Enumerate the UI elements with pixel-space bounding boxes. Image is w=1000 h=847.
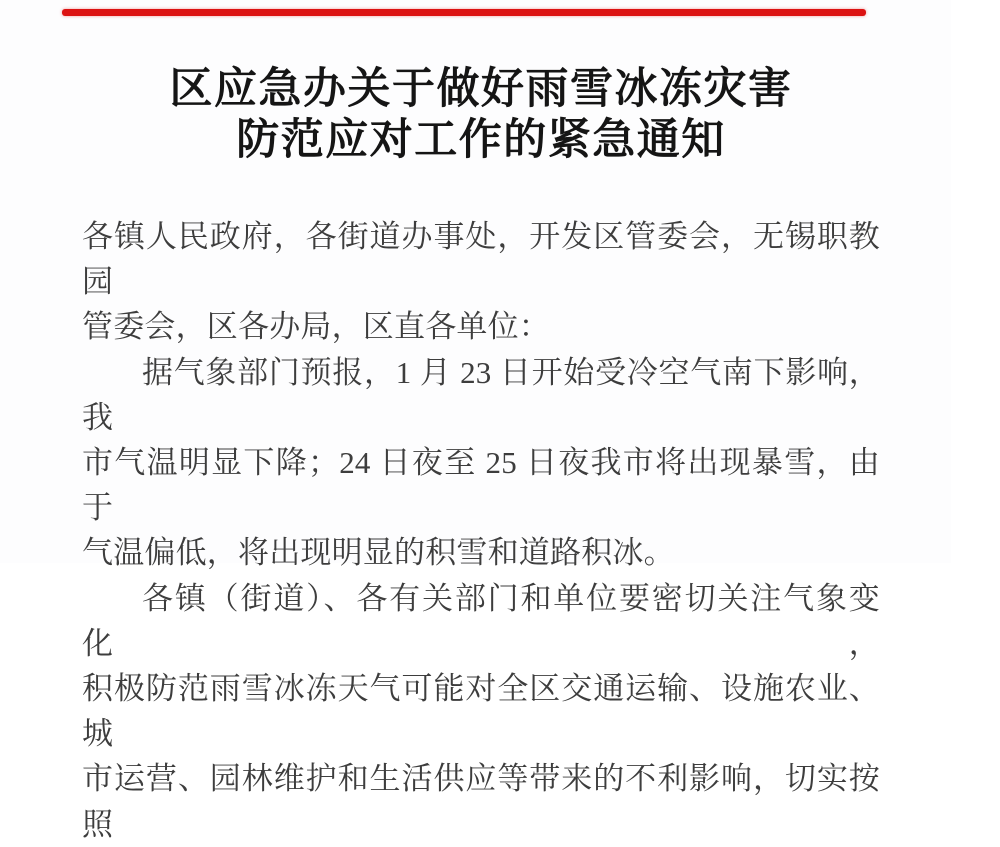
body-line: 各镇（街道）、各有关部门和单位要密切关注气象变化，: [82, 580, 880, 661]
body-line: 市气温明显下降；24 日夜至 25 日夜我市将出现暴雪，由于: [82, 445, 880, 526]
body-line: 各镇人民政府，各街道办事处，开发区管委会，无锡职教园: [82, 219, 880, 300]
body-line: 积极防范雨雪冰冻天气可能对全区交通运输、设施农业、城: [82, 671, 880, 752]
body-line: 据气象部门预报，1 月 23 日开始受冷空气南下影响，我: [82, 354, 880, 435]
body-line: 气温偏低，将出现明显的积雪和道路积冰。: [82, 535, 675, 571]
red-divider-bar: [62, 9, 866, 16]
body-line: 市运营、园林维护和生活供应等带来的不利影响，切实按照: [82, 761, 880, 842]
notice-title: [82, 64, 880, 166]
body-line: 管委会，区各办局，区直各单位：: [82, 309, 550, 345]
title-line-1: 区应急办关于做好雨雪冰冻灾害: [169, 65, 793, 113]
title-line-2: 防范应对工作的紧急通知: [236, 116, 726, 164]
notice-body: [82, 214, 880, 842]
